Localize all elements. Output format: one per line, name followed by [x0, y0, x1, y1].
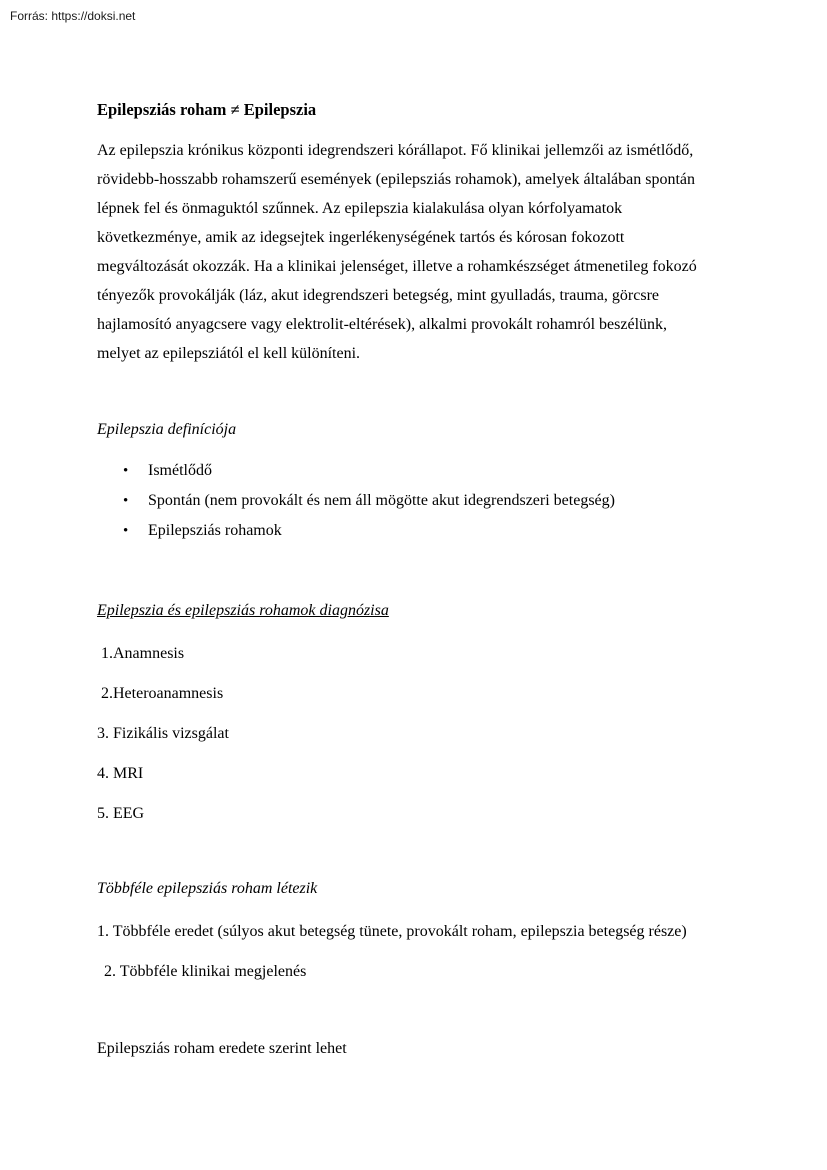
paragraph-line: Az epilepszia krónikus központi idegrendszeri kórállapot. Fő klinikai jellemzői az ismétlődő, [97, 142, 694, 159]
paragraph-line: hajlamosító anyagcsere vagy elektrolit-eltérések), alkalmi provokált rohamról beszélünk, [97, 316, 668, 333]
paragraph-line: rövidebb-hosszabb rohamszerű események (epilepsziás rohamok), amelyek általában spontán [97, 171, 696, 188]
list-item: 1. Többféle eredet (súlyos akut betegség tünete, provokált roham, epilepszia betegség része) [97, 923, 687, 940]
section-heading-definition: Epilepszia definíciója [97, 421, 237, 438]
paragraph-line: következménye, amik az idegsejtek ingerlékenységének tartós és kórosan fokozott [97, 229, 625, 246]
list-item: 1.Anamnesis [101, 645, 185, 662]
bullet-item [97, 486, 737, 516]
document-title: Epilepsziás roham ≠ Epilepszia [97, 100, 317, 119]
bullet-item-label: Epilepsziás rohamok [148, 522, 282, 539]
bullet-icon: • [123, 493, 129, 509]
section-heading-types: Többféle epilepsziás roham létezik [97, 880, 318, 897]
diagnosis-list [97, 634, 757, 834]
list-item: 4. MRI [97, 765, 144, 782]
paragraph-line: melyet az epilepsziától el kell különíteni. [97, 345, 361, 362]
bullet-item-label: Spontán (nem provokált és nem áll mögötte akut idegrendszeri betegség) [148, 492, 615, 509]
bullet-icon: • [123, 523, 129, 539]
list-item: 3. Fizikális vizsgálat [97, 725, 229, 742]
closing-line: Epilepsziás roham eredete szerint lehet [97, 1040, 347, 1057]
definition-bullet-list [97, 456, 737, 546]
list-item: 2. Többféle klinikai megjelenés [104, 963, 307, 980]
list-item: 5. EEG [97, 805, 145, 822]
bullet-item [97, 516, 737, 546]
paragraph-line: tényezők provokálják (láz, akut idegrendszeri betegség, mint gyulladás, trauma, görcsre [97, 287, 660, 304]
source-note: Forrás: https://doksi.net [10, 9, 136, 23]
list-item: 2.Heteroanamnesis [101, 685, 224, 702]
bullet-item [97, 456, 737, 486]
section-heading-diagnosis: Epilepszia és epilepsziás rohamok diagnózisa [97, 602, 389, 619]
intro-paragraph [97, 136, 757, 368]
types-list [97, 912, 757, 992]
bullet-item-label: Ismétlődő [148, 462, 212, 479]
paragraph-line: megváltozását okozzák. Ha a klinikai jelenséget, illetve a rohamkészséget átmenetileg fokozó [97, 258, 697, 275]
paragraph-line: lépnek fel és önmaguktól szűnnek. Az epilepszia kialakulása olyan kórfolyamatok [97, 200, 623, 217]
bullet-icon: • [123, 463, 129, 479]
